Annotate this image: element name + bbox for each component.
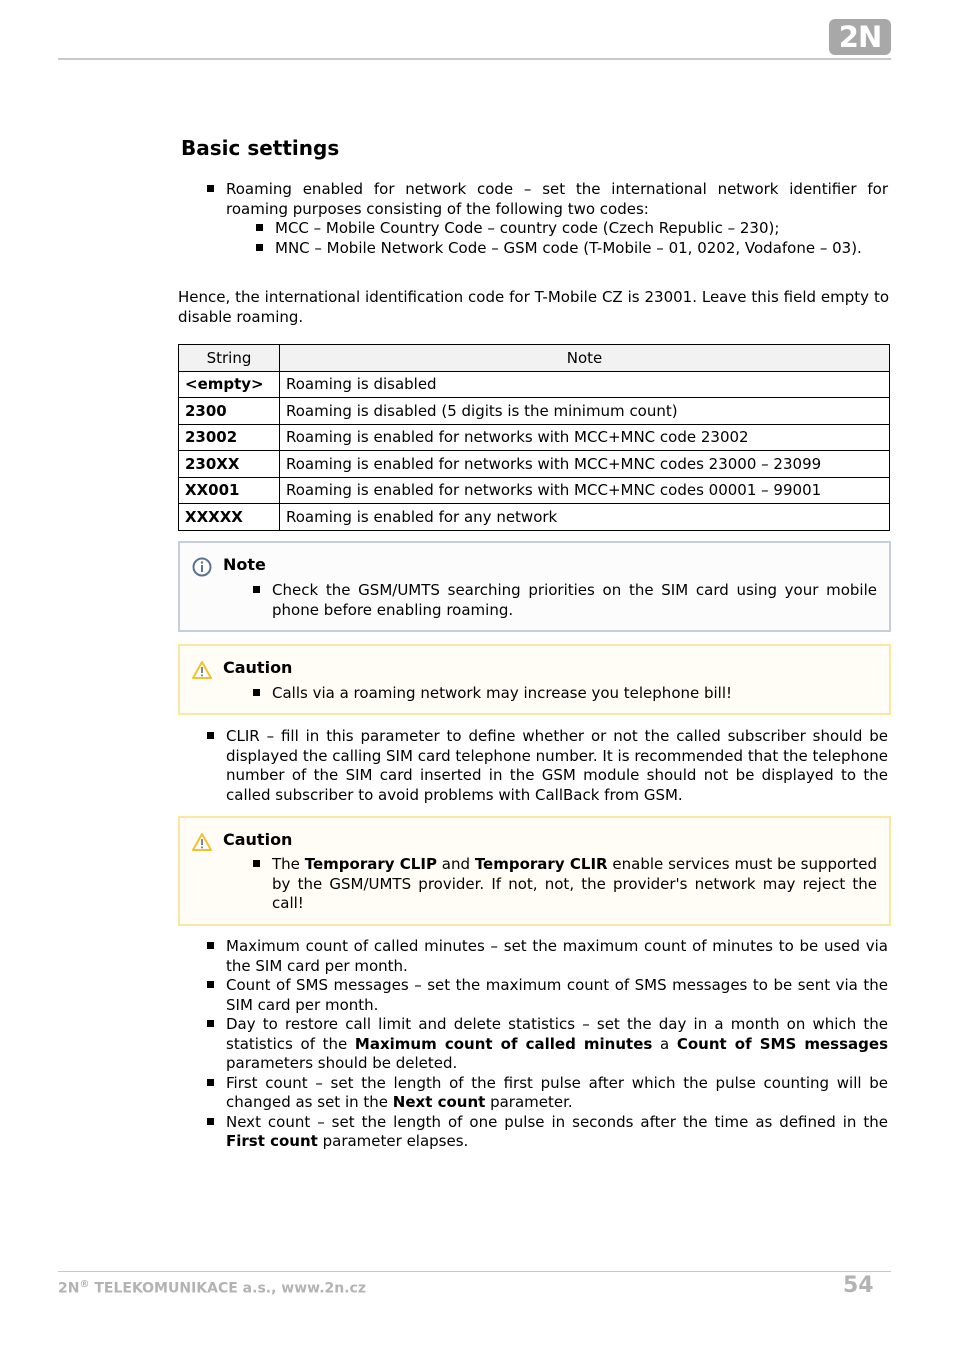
max-minutes-bullet: Maximum count of called minutes – set the maximum count of minutes to be used via the SIM card per month.	[226, 937, 888, 975]
text: parameter elapses.	[317, 1132, 469, 1150]
cell-string: XX001	[179, 477, 280, 504]
cell-note: Roaming is enabled for networks with MCC+MNC codes 00001 – 99001	[280, 477, 890, 504]
text: Day to restore call limit and delete statistics – set the day in a month on which the statistics of the	[226, 1015, 888, 1053]
text: a	[652, 1034, 677, 1053]
bold-text: Count of SMS messages	[676, 1034, 889, 1053]
caution-box-2	[178, 816, 891, 926]
table-row	[179, 371, 890, 398]
cell-string: XXXXX	[179, 504, 280, 531]
warning-icon	[192, 660, 212, 680]
cell-string: 23002	[179, 424, 280, 451]
registered-mark: ®	[79, 1279, 90, 1290]
caution-text: Calls via a roaming network may increase you telephone bill!	[272, 684, 877, 704]
text: The	[272, 855, 305, 873]
caution-title: Caution	[223, 658, 293, 677]
cell-string: <empty>	[179, 371, 280, 398]
text: First count – set the length of the first pulse after which the pulse counting will be changed as set in the	[226, 1073, 888, 1111]
table-row	[179, 477, 890, 504]
text: parameters should be deleted.	[226, 1054, 458, 1072]
footer-company	[58, 1279, 366, 1297]
cell-note: Roaming is disabled (5 digits is the minimum count)	[280, 398, 890, 425]
header-divider	[58, 58, 891, 60]
next-count-bullet	[226, 1113, 888, 1152]
note-box	[178, 541, 891, 632]
info-icon	[192, 557, 212, 577]
text: Next count – set the length of one pulse in seconds after the time as defined in the	[226, 1112, 888, 1131]
table-row	[179, 424, 890, 451]
cell-note: Roaming is disabled	[280, 371, 890, 398]
roaming-paragraph: Hence, the international identification code for T-Mobile CZ is 23001. Leave this field empty to disable roaming.	[178, 288, 889, 326]
bold-text: Next count	[392, 1093, 486, 1111]
bold-text: Temporary CLIR	[474, 855, 608, 873]
col-header-note: Note	[280, 345, 890, 372]
text: enable services must be supported by the GSM/UMTS provider. If not, not, the provider's network may reject the call!	[272, 855, 877, 912]
bullet-text: Roaming enabled for network code – set the international network identifier for roaming purposes consisting of the following two codes:	[226, 180, 888, 218]
cell-string: 230XX	[179, 451, 280, 478]
table-row	[179, 398, 890, 425]
caution-title: Caution	[223, 830, 293, 849]
params-section	[226, 937, 888, 1152]
cell-note: Roaming is enabled for networks with MCC+MNC codes 23000 – 23099	[280, 451, 890, 478]
cell-note: Roaming is enabled for networks with MCC+MNC code 23002	[280, 424, 890, 451]
note-text: Check the GSM/UMTS searching priorities on the SIM card using your mobile phone before enabling roaming.	[272, 581, 877, 619]
table-header	[179, 345, 890, 372]
roaming-section	[226, 180, 888, 258]
table-row	[179, 504, 890, 531]
text: and	[436, 855, 475, 873]
bold-text: Temporary CLIP	[304, 855, 437, 873]
clir-section	[226, 727, 888, 805]
bold-text: First count	[226, 1132, 318, 1150]
mcc-bullet: MCC – Mobile Country Code – country code (Czech Republic – 230);	[275, 219, 888, 239]
note-title: Note	[223, 555, 266, 574]
bold-text: Maximum count of called minutes	[354, 1034, 653, 1053]
page-number: 54	[843, 1273, 874, 1298]
roaming-table	[178, 344, 890, 531]
sms-count-bullet: Count of SMS messages – set the maximum count of SMS messages to be sent via the SIM card per month.	[226, 976, 888, 1014]
caution-box	[178, 644, 891, 715]
warning-icon	[192, 832, 212, 852]
section-title: Basic settings	[181, 136, 340, 160]
cell-string: 2300	[179, 398, 280, 425]
footer-text: TELEKOMUNIKACE a.s., www.2n.cz	[89, 1280, 366, 1297]
table-row	[179, 451, 890, 478]
2n-logo: 2N	[829, 19, 891, 55]
caution-text	[272, 855, 877, 914]
brand: 2N	[58, 1280, 80, 1297]
footer-divider	[58, 1271, 891, 1272]
first-count-bullet	[226, 1074, 888, 1113]
roaming-bullet	[226, 180, 888, 258]
restore-day-bullet	[226, 1015, 888, 1074]
text: parameter.	[485, 1093, 573, 1111]
mnc-bullet: MNC – Mobile Network Code – GSM code (T-Mobile – 01, 0202, Vodafone – 03).	[275, 239, 888, 259]
cell-note: Roaming is enabled for any network	[280, 504, 890, 531]
clir-bullet: CLIR – fill in this parameter to define whether or not the called subscriber should be displayed the calling SIM card telephone number. It is recommended that the telephone number of the SIM card inserted in the GSM module should not be displayed to the called subscriber to avoid problems with CallBack from GSM.	[226, 727, 888, 804]
col-header-string: String	[179, 345, 280, 372]
